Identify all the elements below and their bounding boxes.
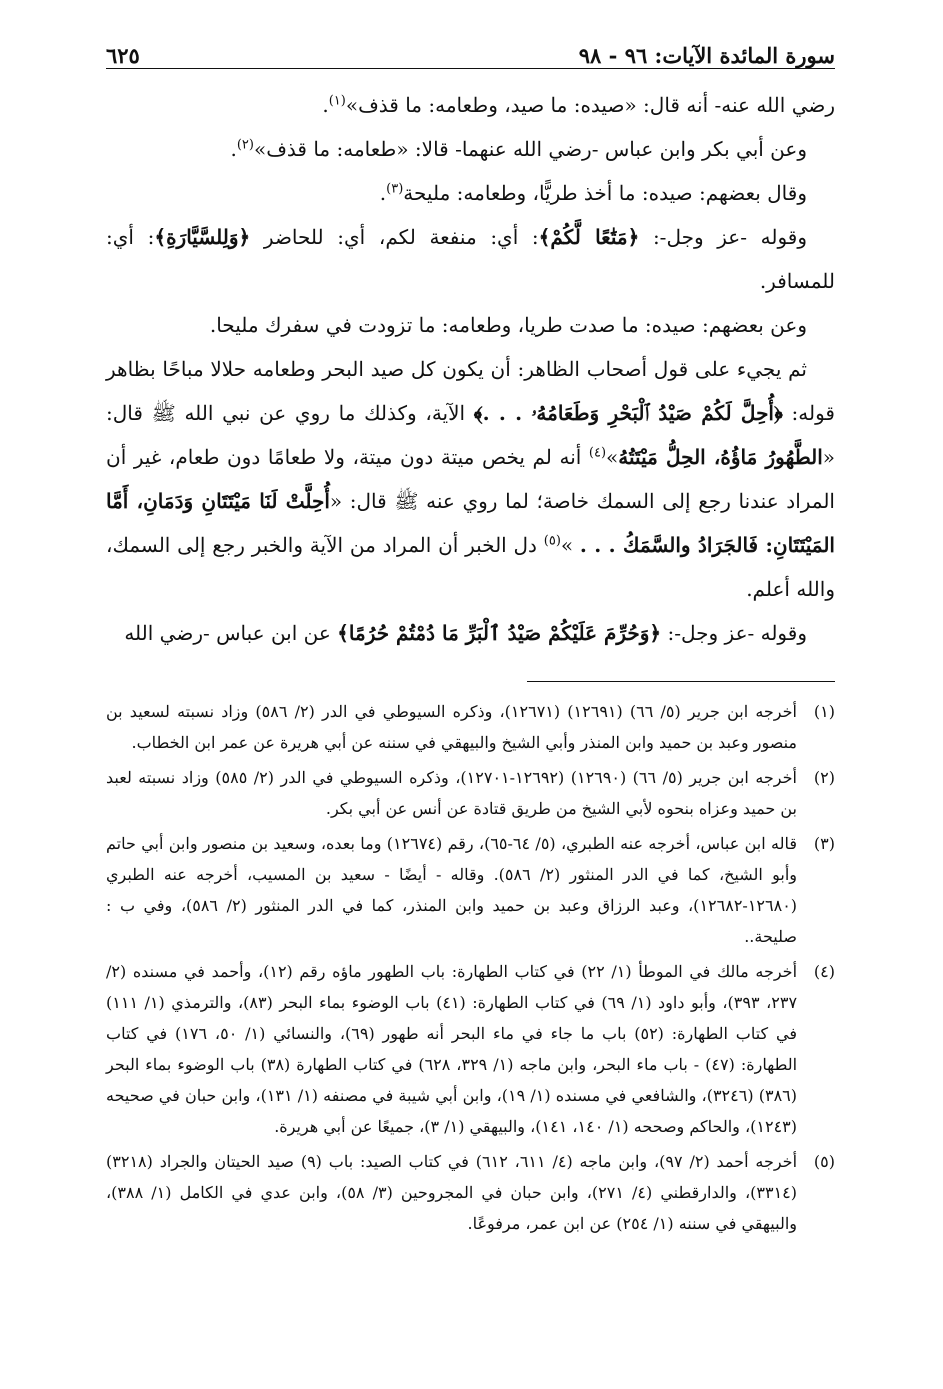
footnote-number: (٣) xyxy=(813,834,835,853)
footnote-text: أخرجه أحمد (٢/ ٩٧)، وابن ماجه (٤/ ٦١١، ٦١٢) في كتاب الصيد: باب (٩) صيد الحيتان والجراد (٣٢١٨) (٣٣١٤)، والدارقطني (٤/ ٢٧١)، وابن حبان في المجروحين (٣/ ٥٨)، وابن عدي في الكامل (١/ ٣٨٨)، والبيهقي في سننه (١/ ٢٥٤) عن ابن عمر، مرفوعًا. xyxy=(106,1152,798,1233)
footnote-number: (١) xyxy=(813,702,835,721)
paragraph-6-end: دل الخبر أن المراد من الآية والخبر رجع إلى السمك، والله أعلم. xyxy=(106,533,835,601)
paragraph-4-end: : أي: للمسافر. xyxy=(106,225,835,293)
paragraph-7 xyxy=(106,611,835,655)
paragraph-5-text: وعن بعضهم: صيده: ما صدت طريا، وطعامه: ما تزودت في سفرك مليحا. xyxy=(209,313,807,337)
paragraph-7-intro: وقوله -عز وجل-: xyxy=(661,621,807,645)
paragraph-2: وعن أبي بكر وابن عباس -رضي الله عنهما- قالا: «طعامه: ما قذف»$^{(٢)}$. xyxy=(230,137,807,161)
paragraph-6-intro: ثم يجيء على قول أصحاب الظاهر: أن يكون كل صيد البحر وطعامه حلالا مباحًا بظاهر قوله: xyxy=(106,357,835,425)
footnote-ref-4: (٤) xyxy=(588,445,607,461)
footnote-ref-1: (١) xyxy=(328,93,346,109)
footnote-text: قاله ابن عباس، أخرجه عنه الطبري، (٥/ ٦٤-٦٥)، رقم (١٢٦٧٤) وما بعده، وسعيد بن منصور وابن أبي حاتم وأبو الشيخ، كما في الدر المنثور (٢/ ٥٨٦). وقاله - أيضًا - سعيد بن المسيب، أخرجه عنه الطبري (١٢٦٨٠-١٢٦٨٢)، وعبد الرزاق وعبد بن حميد وابن المنذر، كما في الدر المنثور (٢/ ٥٨٦)، وفي ب : صليحة.. xyxy=(106,834,798,946)
footnote-ref-3: (٣) xyxy=(386,181,404,197)
footnote-ref-2: (٢) xyxy=(236,137,254,153)
surah-title: سورة المائدة الآيات: ٩٦ - ٩٨ xyxy=(578,42,835,68)
footnote-text: أخرجه ابن جرير (٥/ ٦٦) (١٢٦٩١) (١٢٦٧١)، وذكره السيوطي في الدر (٢/ ٥٨٦) وزاد نسبته لسعيد بن منصور وعبد بن حميد وابن المنذر وأبي الشيخ والبيهقي في سننه عن أبي هريرة عن عمر ابن الخطاب. xyxy=(106,702,797,752)
footnote-text: أخرجه ابن جرير (٥/ ٦٦) (١٢٦٩٠) (١٢٦٩٢-١٢٧٠١)، وذكره السيوطي في الدر (٢/ ٥٨٥) وزاد نسبته لعبد بن حميد وعزاه بنحوه لأبي الشيخ من طريق قتادة عن أنس عن أبي بكر. xyxy=(106,768,797,818)
page-number: ٦٢٥ xyxy=(106,42,140,68)
paragraph-4-intro: وقوله -عز وجل-: xyxy=(639,225,807,249)
footnote-3 xyxy=(106,828,835,952)
hadith-quote-2: أُحِلَّتْ لَنَا مَيْتَتَانِ وَدَمَانِ، أَمَّا المَيْتَتَانِ: فَالجَرَادُ والسَّمَكُ . . . xyxy=(106,489,835,557)
footnote-5 xyxy=(106,1146,835,1239)
footnote-text: أخرجه مالك في الموطأ (١/ ٢٢) في كتاب الطهارة: باب الطهور ماؤه رقم (١٢)، وأحمد في مسنده (٢/ ٢٣٧، ٣٩٣)، وأبو داود (١/ ٦٩) في كتاب الطهارة: (٤١) باب الوضوء بماء البحر (٨٣)، والترمذي (١/ ١١١) في كتاب الطهارة: (٥٢) باب ما جاء في ماء البحر أنه طهور (٦٩)، والنسائي (١/ ٥٠، ١٧٦) في كتاب الطهارة: (٤٧) - باب ماء البحر، وابن ماجه (١/ ٣٢٩، ٦٢٨) في كتاب الطهارة (٣٨) باب الوضوء بماء البحر (٣٨٦) (٣٢٤٦)، والشافعي في مسنده (١/ ١٩)، وابن أبي شيبة في مصنفه (١/ ١٣١)، وابن حبان في صحيحه (١٢٤٣)، والحاكم وصححه (١/ ١٤٠، ١٤١)، والبيهقي (١/ ٣)، جميعًا عن أبي هريرة. xyxy=(106,962,798,1136)
footnote-1 xyxy=(106,696,835,758)
footnote-ref-5: (٥) xyxy=(543,533,561,549)
running-header xyxy=(106,34,835,69)
footnote-number: (٢) xyxy=(813,768,835,787)
paragraph-6-part-c: » xyxy=(606,445,619,469)
footnote-4 xyxy=(106,956,835,1142)
paragraph-5 xyxy=(106,303,835,347)
paragraph-6 xyxy=(106,347,835,611)
paragraph-3-text: وقال بعضهم: صيده: ما أخذ طريًّا، وطعامه: مليحة xyxy=(403,181,807,205)
paragraph-2-text: وعن أبي بكر وابن عباس -رضي الله عنهما- قالا: «طعامه: ما قذف» xyxy=(253,137,807,161)
quran-quote-3: ﴿أُحِلَّ لَكُمْ صَيْدُ ٱلْبَحْرِ وَطَعَامُهُۥ . . .﴾ xyxy=(473,401,783,425)
paragraph-6-part-e: » xyxy=(560,533,580,557)
quran-quote-2: ﴿وَلِلسَّيَّارَةِ﴾ xyxy=(154,225,251,249)
quran-quote-1: ﴿مَتَٰعًا لَّكُمْ﴾ xyxy=(538,225,640,249)
footnote-number: (٥) xyxy=(813,1152,835,1171)
paragraph-1: رضي الله عنه- أنه قال: «صيده: ما صيد، وطعامه: ما قذف»$^{(١)}$. xyxy=(322,93,835,117)
paragraph-4 xyxy=(106,215,835,303)
paragraph-6-part-d: أنه لم يخص ميتة دون ميتة، ولا طعامًا دون طعام، غير أن المراد عندنا رجع إلى السمك خاصة؛ لما روي عنه ﷺ قال: « xyxy=(106,445,835,513)
paragraph-7-end: عن ابن عباس -رضي الله xyxy=(124,621,338,645)
main-text xyxy=(106,83,835,655)
quran-quote-4: ﴿وَحُرِّمَ عَلَيْكُمْ صَيْدُ ٱلْبَرِّ مَا دُمْتُمْ حُرُمًا﴾ xyxy=(337,621,662,645)
footnote-number: (٤) xyxy=(813,962,835,981)
hadith-quote-1: الطَّهُورُ مَاؤُهُ، الحِلُّ مَيْتَتُهُ xyxy=(618,445,823,469)
paragraph-3: وقال بعضهم: صيده: ما أخذ طريًّا، وطعامه: مليحة$^{(٣)}$. xyxy=(379,181,807,205)
footnote-separator xyxy=(527,681,835,682)
footnotes xyxy=(106,696,835,1239)
paragraph-6-part-b: الآية، وكذلك ما روي عن نبي الله ﷺ قال: « xyxy=(106,401,835,469)
footnote-2 xyxy=(106,762,835,824)
paragraph-1-text: رضي الله عنه- أنه قال: «صيده: ما صيد، وطعامه: ما قذف» xyxy=(345,93,835,117)
paragraph-4-middle: : أي: منفعة لكم، أي: للحاضر xyxy=(250,225,539,249)
